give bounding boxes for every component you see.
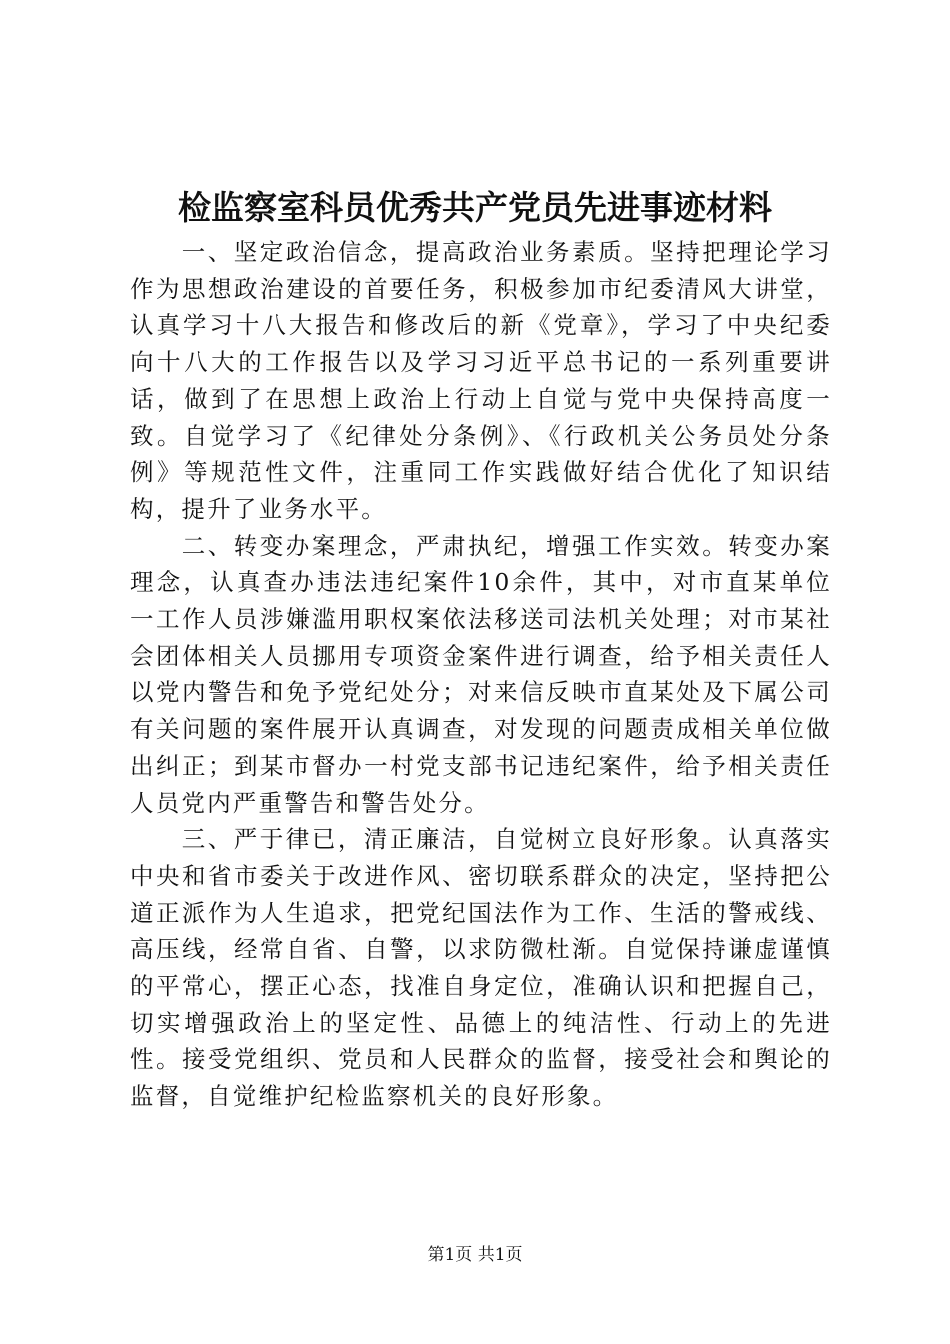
- paragraph-1: 一、坚定政治信念，提高政治业务素质。坚持把理论学习作为思想政治建设的首要任务，积极参加市纪委清风大讲堂，认真学习十八大报告和修改后的新《党章》，学习了中央纪委向十八大的工作报告以及学习习近平总书记的一系列重要讲话，做到了在思想上政治上行动上自觉与党中央保持高度一致。自觉学习了《纪律处分条例》、《行政机关公务员处分条例》等规范性文件，注重同工作实践做好结合优化了知识结构，提升了业务水平。: [130, 238, 832, 523]
- document-body: [130, 234, 832, 1115]
- page-footer: 第1页 共1页: [427, 1245, 523, 1265]
- document-title: 检监察室科员优秀共产党员先进事迹材料: [178, 188, 772, 227]
- paragraph-2: 二、转变办案理念，严肃执纪，增强工作实效。转变办案理念，认真查办违法违纪案件10余件，其中，对市直某单位一工作人员涉嫌滥用职权案依法移送司法机关处理；对市某社会团体相关人员挪用专项资金案件进行调查，给予相关责任人以党内警告和免予党纪处分；对来信反映市直某处及下属公司有关问题的案件展开认真调查，对发现的问题责成相关单位做出纠正；到某市督办一村党支部书记违纪案件，给予相关责任人员党内严重警告和警告处分。: [130, 531, 832, 817]
- paragraph-3: 三、严于律已，清正廉洁，自觉树立良好形象。认真落实中央和省市委关于改进作风、密切联系群众的决定，坚持把公道正派作为人生追求，把党纪国法作为工作、生活的警戒线、高压线，经常自省、自警，以求防微杜渐。自觉保持谦虚谨慎的平常心，摆正心态，找准自身定位，准确认识和把握自己，切实增强政治上的坚定性、品德上的纯洁性、行动上的先进性。接受党组织、党员和人民群众的监督，接受社会和舆论的监督，自觉维护纪检监察机关的良好形象。: [130, 825, 832, 1111]
